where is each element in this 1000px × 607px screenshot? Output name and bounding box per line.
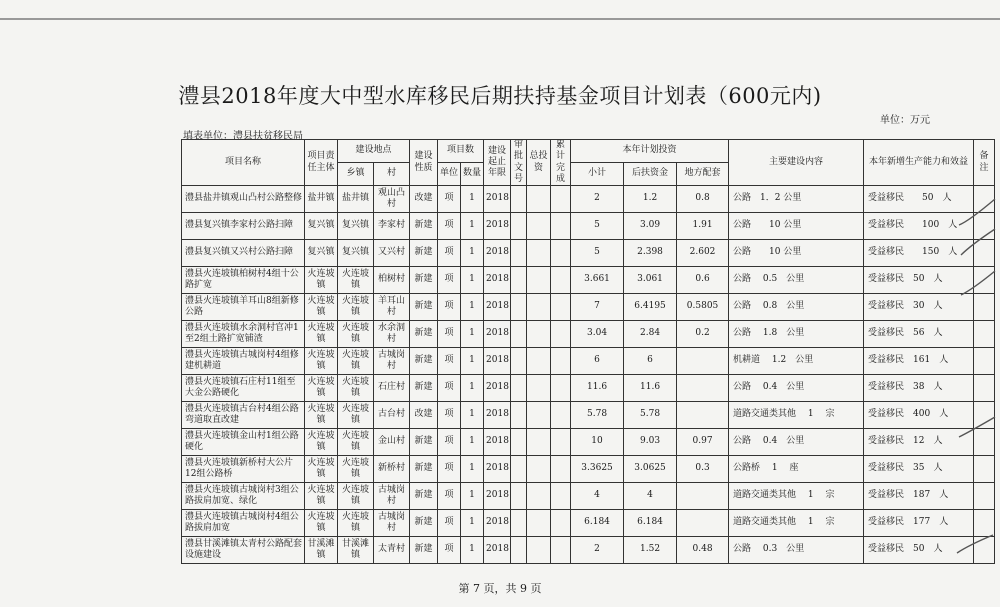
cell-year: 2018 bbox=[484, 240, 511, 267]
cell-support-fund: 3.061 bbox=[624, 267, 677, 294]
cell-approval bbox=[511, 240, 527, 267]
cell-responsible: 火连坡镇 bbox=[305, 510, 338, 537]
cell-cumulative bbox=[551, 240, 571, 267]
cell-approval bbox=[511, 510, 527, 537]
cell-total-investment bbox=[527, 456, 551, 483]
cell-new-capacity: 受益移民 30 人 bbox=[864, 294, 974, 321]
cell-project-name: 澧县复兴镇又兴村公路扫障 bbox=[182, 240, 305, 267]
cell-unit: 项 bbox=[438, 429, 461, 456]
table-row bbox=[182, 537, 995, 564]
cell-subtotal: 6 bbox=[571, 348, 624, 375]
cell-nature: 新建 bbox=[410, 510, 438, 537]
header-project-name: 项目名称 bbox=[182, 140, 305, 186]
cell-village: 新桥村 bbox=[374, 456, 410, 483]
cell-unit: 项 bbox=[438, 321, 461, 348]
cell-support-fund: 2.84 bbox=[624, 321, 677, 348]
cell-cumulative bbox=[551, 294, 571, 321]
cell-town: 火连坡镇 bbox=[338, 321, 374, 348]
cell-qty: 1 bbox=[461, 240, 484, 267]
cell-town: 甘溪滩镇 bbox=[338, 537, 374, 564]
cell-main-content: 公路 0.5 公里 bbox=[729, 267, 864, 294]
cell-subtotal: 2 bbox=[571, 537, 624, 564]
cell-responsible: 火连坡镇 bbox=[305, 483, 338, 510]
cell-year: 2018 bbox=[484, 537, 511, 564]
header-cumulative: 累计完成 bbox=[551, 140, 571, 186]
cell-nature: 新建 bbox=[410, 429, 438, 456]
table-row bbox=[182, 267, 995, 294]
cell-cumulative bbox=[551, 213, 571, 240]
cell-town: 火连坡镇 bbox=[338, 510, 374, 537]
cell-local-match: 2.602 bbox=[677, 240, 729, 267]
header-subtotal: 小计 bbox=[571, 163, 624, 186]
cell-total-investment bbox=[527, 537, 551, 564]
table-row bbox=[182, 240, 995, 267]
header-total-investment: 总投资 bbox=[527, 140, 551, 186]
cell-qty: 1 bbox=[461, 294, 484, 321]
cell-town: 火连坡镇 bbox=[338, 348, 374, 375]
cell-town: 火连坡镇 bbox=[338, 294, 374, 321]
cell-new-capacity: 受益移民 161 人 bbox=[864, 348, 974, 375]
project-plan-table bbox=[181, 139, 995, 564]
cell-unit: 项 bbox=[438, 213, 461, 240]
cell-total-investment bbox=[527, 240, 551, 267]
header-years: 建设起止年限 bbox=[484, 140, 511, 186]
cell-responsible: 火连坡镇 bbox=[305, 456, 338, 483]
cell-subtotal: 3.3625 bbox=[571, 456, 624, 483]
cell-project-name: 澧县火连坡镇古城岗村4组公路拔肩加宽 bbox=[182, 510, 305, 537]
cell-support-fund: 6.184 bbox=[624, 510, 677, 537]
cell-local-match bbox=[677, 348, 729, 375]
table-row bbox=[182, 348, 995, 375]
cell-cumulative bbox=[551, 483, 571, 510]
cell-new-capacity: 受益移民 150 人 bbox=[864, 240, 974, 267]
cell-local-match: 1.91 bbox=[677, 213, 729, 240]
cell-new-capacity: 受益移民 177 人 bbox=[864, 510, 974, 537]
filler-label: 填表单位：澧县扶贫移民局 bbox=[183, 131, 303, 142]
cell-town: 盐井镇 bbox=[338, 186, 374, 213]
cell-support-fund: 1.52 bbox=[624, 537, 677, 564]
cell-qty: 1 bbox=[461, 375, 484, 402]
cell-support-fund: 11.6 bbox=[624, 375, 677, 402]
table-row bbox=[182, 402, 995, 429]
cell-unit: 项 bbox=[438, 510, 461, 537]
cell-local-match bbox=[677, 402, 729, 429]
cell-new-capacity: 受益移民 38 人 bbox=[864, 375, 974, 402]
cell-qty: 1 bbox=[461, 537, 484, 564]
cell-support-fund: 3.09 bbox=[624, 213, 677, 240]
cell-main-content: 公路 1.8 公里 bbox=[729, 321, 864, 348]
cell-local-match: 0.2 bbox=[677, 321, 729, 348]
cell-total-investment bbox=[527, 267, 551, 294]
cell-unit: 项 bbox=[438, 294, 461, 321]
cell-support-fund: 2.398 bbox=[624, 240, 677, 267]
cell-subtotal: 3.04 bbox=[571, 321, 624, 348]
cell-project-name: 澧县火连坡镇古台村4组公路弯道取直改建 bbox=[182, 402, 305, 429]
cell-qty: 1 bbox=[461, 267, 484, 294]
check-mark-icon bbox=[961, 271, 995, 295]
cell-unit: 项 bbox=[438, 348, 461, 375]
cell-total-investment bbox=[527, 294, 551, 321]
cell-local-match: 0.3 bbox=[677, 456, 729, 483]
cell-nature: 新建 bbox=[410, 456, 438, 483]
cell-qty: 1 bbox=[461, 213, 484, 240]
cell-year: 2018 bbox=[484, 186, 511, 213]
cell-approval bbox=[511, 375, 527, 402]
cell-responsible: 火连坡镇 bbox=[305, 375, 338, 402]
cell-main-content: 公路 0.8 公里 bbox=[729, 294, 864, 321]
cell-new-capacity: 受益移民 50 人 bbox=[864, 267, 974, 294]
cell-year: 2018 bbox=[484, 483, 511, 510]
cell-support-fund: 5.78 bbox=[624, 402, 677, 429]
table-row bbox=[182, 429, 995, 456]
cell-local-match: 0.5805 bbox=[677, 294, 729, 321]
cell-subtotal: 11.6 bbox=[571, 375, 624, 402]
cell-town: 复兴镇 bbox=[338, 240, 374, 267]
cell-responsible: 复兴镇 bbox=[305, 213, 338, 240]
header-town: 乡镇 bbox=[338, 163, 374, 186]
cell-approval bbox=[511, 186, 527, 213]
cell-approval bbox=[511, 483, 527, 510]
cell-main-content: 公路 10 公里 bbox=[729, 213, 864, 240]
cell-support-fund: 6.4195 bbox=[624, 294, 677, 321]
cell-main-content: 公路 0.3 公里 bbox=[729, 537, 864, 564]
header-count-qty: 数量 bbox=[461, 163, 484, 186]
cell-nature: 新建 bbox=[410, 483, 438, 510]
table-row bbox=[182, 321, 995, 348]
cell-main-content: 道路交通类其他 1 宗 bbox=[729, 402, 864, 429]
cell-village: 金山村 bbox=[374, 429, 410, 456]
header-responsible: 项目责任主体 bbox=[305, 140, 338, 186]
cell-year: 2018 bbox=[484, 213, 511, 240]
cell-responsible: 火连坡镇 bbox=[305, 321, 338, 348]
cell-new-capacity: 受益移民 56 人 bbox=[864, 321, 974, 348]
header-remark: 备注 bbox=[974, 140, 995, 186]
cell-responsible: 火连坡镇 bbox=[305, 267, 338, 294]
cell-village: 石庄村 bbox=[374, 375, 410, 402]
cell-nature: 改建 bbox=[410, 402, 438, 429]
cell-town: 火连坡镇 bbox=[338, 267, 374, 294]
cell-approval bbox=[511, 267, 527, 294]
cell-year: 2018 bbox=[484, 267, 511, 294]
cell-approval bbox=[511, 537, 527, 564]
cell-town: 火连坡镇 bbox=[338, 483, 374, 510]
cell-village: 羊耳山村 bbox=[374, 294, 410, 321]
cell-project-name: 澧县火连坡镇柏树村4组十公路扩宽 bbox=[182, 267, 305, 294]
cell-town: 火连坡镇 bbox=[338, 456, 374, 483]
cell-local-match bbox=[677, 483, 729, 510]
cell-responsible: 火连坡镇 bbox=[305, 348, 338, 375]
header-local-match: 地方配套 bbox=[677, 163, 729, 186]
cell-main-content: 机耕道 1.2 公里 bbox=[729, 348, 864, 375]
cell-approval bbox=[511, 402, 527, 429]
cell-total-investment bbox=[527, 510, 551, 537]
cell-main-content: 公路桥 1 座 bbox=[729, 456, 864, 483]
cell-year: 2018 bbox=[484, 456, 511, 483]
cell-approval bbox=[511, 321, 527, 348]
cell-new-capacity: 受益移民 187 人 bbox=[864, 483, 974, 510]
cell-project-name: 澧县火连坡镇新桥村大公片12组公路桥 bbox=[182, 456, 305, 483]
cell-town: 火连坡镇 bbox=[338, 429, 374, 456]
cell-year: 2018 bbox=[484, 375, 511, 402]
cell-qty: 1 bbox=[461, 186, 484, 213]
header-new-capacity: 本年新增生产能力和效益 bbox=[864, 140, 974, 186]
cell-responsible: 火连坡镇 bbox=[305, 402, 338, 429]
cell-approval bbox=[511, 213, 527, 240]
header-main-content: 主要建设内容 bbox=[729, 140, 864, 186]
header-count: 项目数 bbox=[438, 140, 484, 163]
cell-cumulative bbox=[551, 348, 571, 375]
cell-nature: 改建 bbox=[410, 186, 438, 213]
cell-year: 2018 bbox=[484, 429, 511, 456]
cell-qty: 1 bbox=[461, 456, 484, 483]
cell-qty: 1 bbox=[461, 402, 484, 429]
cell-support-fund: 3.0625 bbox=[624, 456, 677, 483]
cell-qty: 1 bbox=[461, 510, 484, 537]
cell-new-capacity: 受益移民 50 人 bbox=[864, 186, 974, 213]
cell-village: 古城岗村 bbox=[374, 510, 410, 537]
table-row bbox=[182, 456, 995, 483]
cell-subtotal: 5 bbox=[571, 213, 624, 240]
table-row bbox=[182, 213, 995, 240]
cell-nature: 新建 bbox=[410, 294, 438, 321]
table-row bbox=[182, 186, 995, 213]
cell-cumulative bbox=[551, 402, 571, 429]
cell-subtotal: 10 bbox=[571, 429, 624, 456]
cell-town: 火连坡镇 bbox=[338, 402, 374, 429]
cell-unit: 项 bbox=[438, 267, 461, 294]
cell-cumulative bbox=[551, 375, 571, 402]
cell-responsible: 甘溪滩镇 bbox=[305, 537, 338, 564]
cell-main-content: 公路 0.4 公里 bbox=[729, 375, 864, 402]
cell-unit: 项 bbox=[438, 483, 461, 510]
header-location: 建设地点 bbox=[338, 140, 410, 163]
cell-new-capacity: 受益移民 12 人 bbox=[864, 429, 974, 456]
cell-nature: 新建 bbox=[410, 213, 438, 240]
cell-local-match: 0.6 bbox=[677, 267, 729, 294]
cell-main-content: 公路 1．2 公里 bbox=[729, 186, 864, 213]
cell-project-name: 澧县火连坡镇羊耳山8组新修公路 bbox=[182, 294, 305, 321]
cell-total-investment bbox=[527, 186, 551, 213]
cell-project-name: 澧县火连坡镇石庄村11组至大金公路硬化 bbox=[182, 375, 305, 402]
cell-local-match: 0.97 bbox=[677, 429, 729, 456]
cell-village: 李家村 bbox=[374, 213, 410, 240]
cell-village: 古城岗村 bbox=[374, 348, 410, 375]
cell-main-content: 道路交通类其他 1 宗 bbox=[729, 510, 864, 537]
cell-unit: 项 bbox=[438, 537, 461, 564]
cell-total-investment bbox=[527, 375, 551, 402]
table-row bbox=[182, 510, 995, 537]
cell-qty: 1 bbox=[461, 348, 484, 375]
check-mark-icon bbox=[959, 417, 995, 437]
cell-subtotal: 5 bbox=[571, 240, 624, 267]
cell-subtotal: 2 bbox=[571, 186, 624, 213]
cell-subtotal: 7 bbox=[571, 294, 624, 321]
cell-nature: 新建 bbox=[410, 321, 438, 348]
cell-subtotal: 4 bbox=[571, 483, 624, 510]
cell-approval bbox=[511, 348, 527, 375]
cell-town: 复兴镇 bbox=[338, 213, 374, 240]
cell-village: 水余洞村 bbox=[374, 321, 410, 348]
cell-new-capacity: 受益移民 50 人 bbox=[864, 537, 974, 564]
header-support-fund: 后扶资金 bbox=[624, 163, 677, 186]
cell-qty: 1 bbox=[461, 483, 484, 510]
table-body bbox=[182, 186, 995, 564]
cell-cumulative bbox=[551, 429, 571, 456]
cell-year: 2018 bbox=[484, 321, 511, 348]
cell-nature: 新建 bbox=[410, 348, 438, 375]
table-row bbox=[182, 483, 995, 510]
cell-subtotal: 5.78 bbox=[571, 402, 624, 429]
cell-new-capacity: 受益移民 35 人 bbox=[864, 456, 974, 483]
cell-unit: 项 bbox=[438, 240, 461, 267]
cell-total-investment bbox=[527, 213, 551, 240]
cell-approval bbox=[511, 429, 527, 456]
unit-label: 单位：万元 bbox=[880, 115, 930, 126]
cell-village: 又兴村 bbox=[374, 240, 410, 267]
cell-subtotal: 6.184 bbox=[571, 510, 624, 537]
table-row bbox=[182, 294, 995, 321]
cell-nature: 新建 bbox=[410, 375, 438, 402]
cell-responsible: 火连坡镇 bbox=[305, 294, 338, 321]
cell-responsible: 火连坡镇 bbox=[305, 429, 338, 456]
cell-unit: 项 bbox=[438, 375, 461, 402]
cell-support-fund: 1.2 bbox=[624, 186, 677, 213]
cell-local-match bbox=[677, 375, 729, 402]
cell-total-investment bbox=[527, 348, 551, 375]
cell-approval bbox=[511, 294, 527, 321]
cell-responsible: 盐井镇 bbox=[305, 186, 338, 213]
cell-project-name: 澧县复兴镇李家村公路扫障 bbox=[182, 213, 305, 240]
cell-unit: 项 bbox=[438, 456, 461, 483]
cell-nature: 新建 bbox=[410, 537, 438, 564]
cell-new-capacity: 受益移民 400 人 bbox=[864, 402, 974, 429]
cell-subtotal: 3.661 bbox=[571, 267, 624, 294]
cell-support-fund: 6 bbox=[624, 348, 677, 375]
page-number: 第 7 页，共 9 页 bbox=[458, 582, 542, 595]
cell-year: 2018 bbox=[484, 348, 511, 375]
cell-town: 火连坡镇 bbox=[338, 375, 374, 402]
cell-cumulative bbox=[551, 456, 571, 483]
cell-project-name: 澧县火连坡镇古城岗村3组公路拔肩加宽、绿化 bbox=[182, 483, 305, 510]
cell-cumulative bbox=[551, 186, 571, 213]
cell-nature: 新建 bbox=[410, 240, 438, 267]
cell-village: 古城岗村 bbox=[374, 483, 410, 510]
scan-edge-line bbox=[0, 18, 1000, 20]
cell-cumulative bbox=[551, 537, 571, 564]
cell-main-content: 公路 10 公里 bbox=[729, 240, 864, 267]
cell-main-content: 道路交通类其他 1 宗 bbox=[729, 483, 864, 510]
cell-local-match: 0.8 bbox=[677, 186, 729, 213]
cell-year: 2018 bbox=[484, 510, 511, 537]
cell-unit: 项 bbox=[438, 186, 461, 213]
header-village: 村 bbox=[374, 163, 410, 186]
cell-total-investment bbox=[527, 429, 551, 456]
cell-main-content: 公路 0.4 公里 bbox=[729, 429, 864, 456]
check-mark-icon bbox=[959, 199, 995, 225]
cell-local-match: 0.48 bbox=[677, 537, 729, 564]
cell-nature: 新建 bbox=[410, 267, 438, 294]
header-nature: 建设性质 bbox=[410, 140, 438, 186]
cell-support-fund: 9.03 bbox=[624, 429, 677, 456]
cell-cumulative bbox=[551, 267, 571, 294]
cell-total-investment bbox=[527, 402, 551, 429]
cell-qty: 1 bbox=[461, 429, 484, 456]
cell-cumulative bbox=[551, 510, 571, 537]
cell-total-investment bbox=[527, 483, 551, 510]
document-title: 澧县2018年度大中型水库移民后期扶持基金项目计划表（600元内) bbox=[178, 84, 822, 108]
header-plan-investment: 本年计划投资 bbox=[571, 140, 729, 163]
cell-qty: 1 bbox=[461, 321, 484, 348]
cell-local-match bbox=[677, 510, 729, 537]
cell-responsible: 复兴镇 bbox=[305, 240, 338, 267]
cell-cumulative bbox=[551, 321, 571, 348]
check-mark-icon bbox=[961, 229, 995, 255]
cell-year: 2018 bbox=[484, 294, 511, 321]
cell-project-name: 澧县火连坡镇水余洞村官冲1至2组土路扩宽铺渣 bbox=[182, 321, 305, 348]
cell-project-name: 澧县火连坡镇古城岗村4组修建机耕道 bbox=[182, 348, 305, 375]
cell-project-name: 澧县盐井镇观山凸村公路整修 bbox=[182, 186, 305, 213]
cell-new-capacity: 受益移民 100 人 bbox=[864, 213, 974, 240]
cell-year: 2018 bbox=[484, 402, 511, 429]
cell-support-fund: 4 bbox=[624, 483, 677, 510]
cell-village: 柏树村 bbox=[374, 267, 410, 294]
handwritten-marks bbox=[955, 185, 1000, 555]
check-mark-icon bbox=[957, 535, 993, 553]
cell-village: 太青村 bbox=[374, 537, 410, 564]
cell-village: 观山凸村 bbox=[374, 186, 410, 213]
cell-project-name: 澧县火连坡镇金山村1组公路硬化 bbox=[182, 429, 305, 456]
header-approval: 审批文号 bbox=[511, 140, 527, 186]
cell-village: 古台村 bbox=[374, 402, 410, 429]
cell-unit: 项 bbox=[438, 402, 461, 429]
table-row bbox=[182, 375, 995, 402]
header-count-unit: 单位 bbox=[438, 163, 461, 186]
cell-total-investment bbox=[527, 321, 551, 348]
cell-approval bbox=[511, 456, 527, 483]
cell-project-name: 澧县甘溪滩镇太青村公路配套设施建设 bbox=[182, 537, 305, 564]
